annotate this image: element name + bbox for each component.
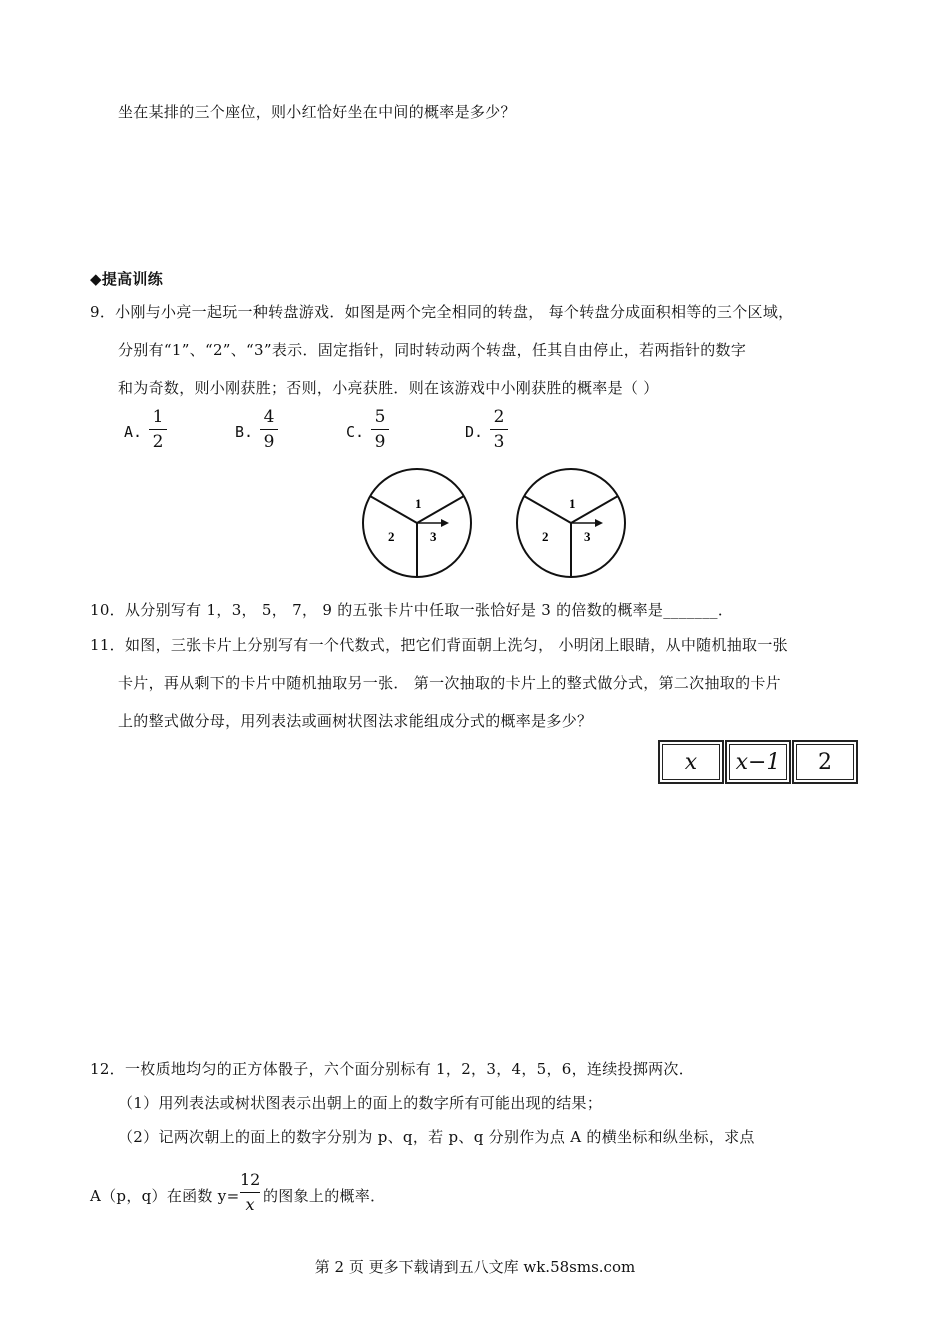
spinner-right-label-3: 3 — [584, 529, 591, 544]
spinner-right-label-1: 1 — [569, 496, 576, 511]
spinner-left-label-1: 1 — [415, 496, 422, 511]
section-title: ◆提高训练 — [90, 270, 164, 288]
question-12-line-1: 12．一枚质地均匀的正方体骰子，六个面分别标有 1，2，3，4，5，6，连续投掷两次． — [90, 1060, 695, 1078]
option-b-denominator: 9 — [263, 432, 275, 452]
arrow-head-icon — [595, 519, 603, 527]
spinner-right-label-2: 2 — [542, 529, 549, 544]
question-8-tail: 坐在某排的三个座位，则小红恰好坐在中间的概率是多少？ — [118, 103, 516, 121]
option-c-label: C. — [346, 423, 365, 441]
card-x-minus-1 — [725, 740, 791, 784]
question-12-part-3-suffix: 的图象上的概率． — [263, 1187, 386, 1205]
fraction-bar — [490, 429, 508, 430]
question-9-line-3: 和为奇数，则小刚获胜；否则，小亮获胜．则在该游戏中小刚获胜的概率是（ ） — [118, 379, 659, 397]
question-11-line-3: 上的整式做分母，用列表法或画树状图法求能组成分式的概率是多少？ — [118, 712, 593, 730]
option-a-fraction — [149, 407, 167, 452]
fraction-bar — [371, 429, 389, 430]
question-9-line-2: 分别有“1”、“2”、“3”表示．固定指针，同时转动两个转盘，任其自由停止，若两指针的数字 — [118, 341, 747, 359]
question-12-part-3-prefix: A（p，q）在函数 y= — [90, 1187, 240, 1205]
spinner-left-divider — [417, 496, 464, 523]
option-d-denominator: 3 — [493, 432, 505, 452]
fraction-bar — [240, 1192, 260, 1193]
option-b-label: B. — [235, 423, 254, 441]
question-12-part-1: （1）用列表法或树状图表示出朝上的面上的数字所有可能出现的结果； — [118, 1094, 603, 1112]
option-c-numerator: 5 — [374, 407, 386, 427]
option-b-fraction — [260, 407, 278, 452]
fraction-bar — [260, 429, 278, 430]
card-x-minus-1-text: x−1 — [735, 749, 781, 775]
card-x-text: x — [684, 749, 698, 775]
page-footer: 第 2 页 更多下载请到五八文库 wk.58sms.com — [314, 1258, 636, 1276]
fraction-bar — [149, 429, 167, 430]
card-x — [658, 740, 724, 784]
option-d-numerator: 2 — [493, 407, 505, 427]
spinner-left-label-3: 3 — [430, 529, 437, 544]
question-12-part-2: （2）记两次朝上的面上的数字分别为 p、q，若 p、q 分别作为点 A 的横坐标和纵坐标，求点 — [118, 1128, 755, 1146]
option-a-numerator: 1 — [152, 407, 164, 427]
option-c-fraction — [371, 407, 389, 452]
function-denominator: x — [245, 1195, 255, 1214]
option-d-label: D. — [465, 423, 484, 441]
question-10: 10．从分别写有 1，3， 5， 7， 9 的五张卡片中任取一张恰好是 3 的倍数的概率是_______． — [90, 601, 734, 619]
spinner-left-divider — [370, 496, 417, 523]
option-c-denominator: 9 — [374, 432, 386, 452]
option-b-numerator: 4 — [263, 407, 275, 427]
question-9-line-1: 9．小刚与小亮一起玩一种转盘游戏．如图是两个完全相同的转盘， 每个转盘分成面积相等的三个区域， — [90, 303, 794, 321]
card-2-text: 2 — [818, 749, 832, 775]
spinner-left-label-2: 2 — [388, 529, 395, 544]
question-11-line-2: 卡片，再从剩下的卡片中随机抽取另一张． 第一次抽取的卡片上的整式做分式，第二次抽取的卡片 — [118, 674, 781, 692]
spinner-right-divider — [524, 496, 571, 523]
function-numerator: 12 — [240, 1170, 261, 1189]
card-2 — [792, 740, 858, 784]
spinner-left — [363, 469, 471, 577]
option-d-fraction — [490, 407, 508, 452]
question-11-line-1: 11．如图，三张卡片上分别写有一个代数式，把它们背面朝上洗匀， 小明闭上眼睛，从中随机抽取一张 — [90, 636, 788, 654]
arrow-head-icon — [441, 519, 449, 527]
function-fraction — [240, 1170, 260, 1215]
spinner-figure — [355, 466, 635, 584]
spinner-right — [517, 469, 625, 577]
spinner-right-divider — [571, 496, 618, 523]
option-a-label: A. — [124, 423, 143, 441]
option-a-denominator: 2 — [152, 432, 164, 452]
